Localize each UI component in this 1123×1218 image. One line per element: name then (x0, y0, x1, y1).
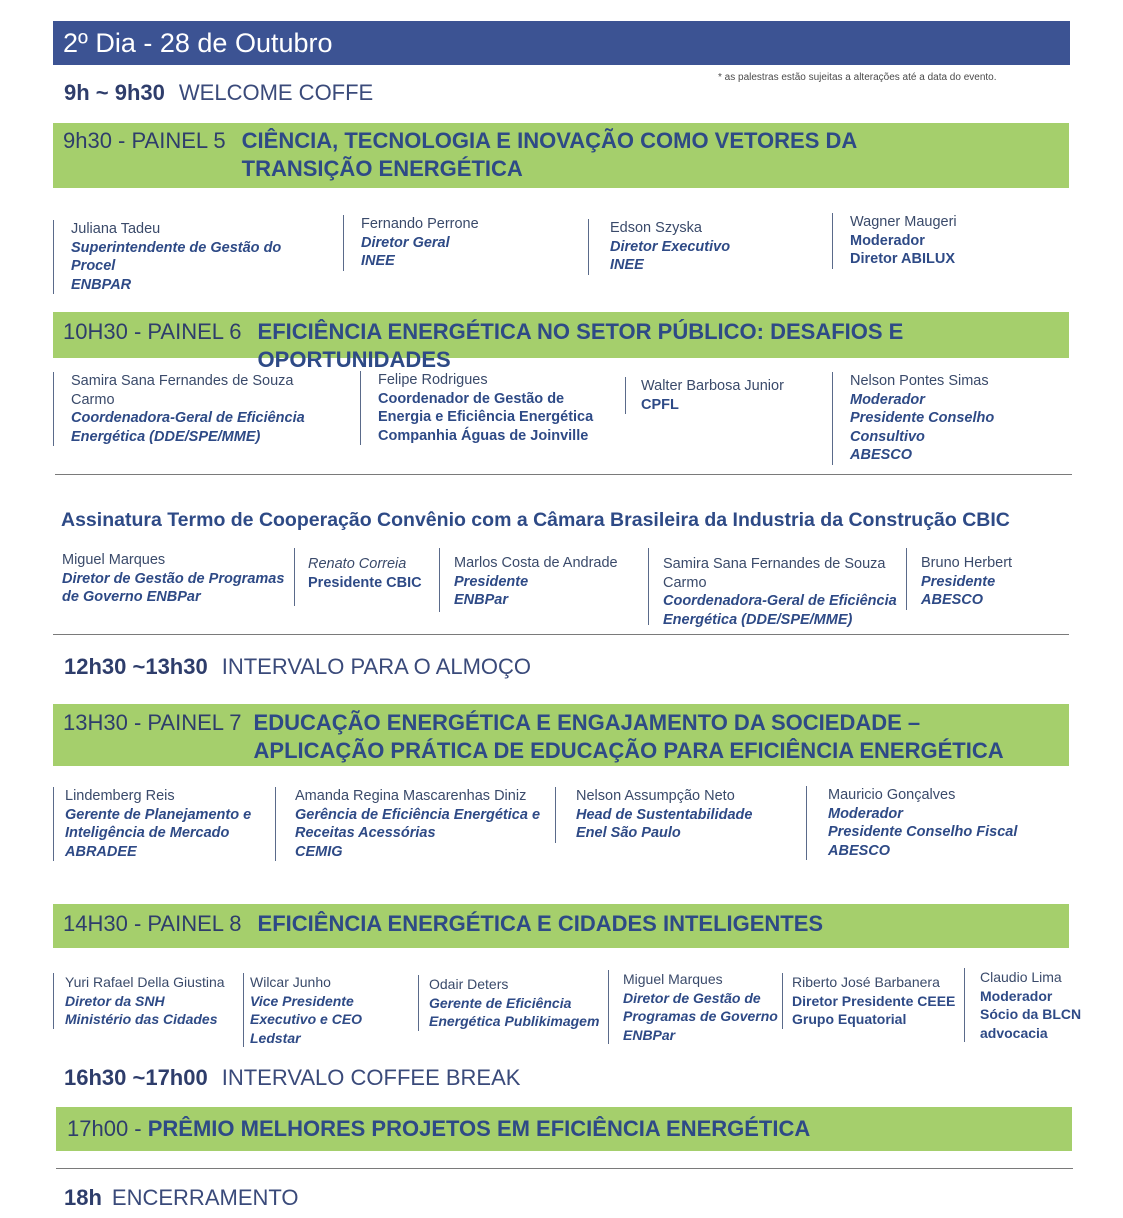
speaker-card (294, 548, 434, 606)
speaker-org: ENBPar (623, 1026, 676, 1043)
speaker-role: Moderador (828, 805, 903, 822)
almoco-row (64, 654, 531, 680)
speaker-name: Wilcar Junho (250, 974, 331, 990)
premio-label: 17h00 - (67, 1116, 148, 1141)
almoco-time: 12h30 ~13h30 (64, 654, 208, 679)
speaker-role: Presidente (454, 573, 529, 590)
speaker-role: Energética Publikimagem (429, 1013, 600, 1029)
speaker-name: Miguel Marques (623, 971, 723, 987)
premio-title: PRÊMIO MELHORES PROJETOS EM EFICIÊNCIA ENERGÉTICA (147, 1116, 811, 1141)
speaker-name: Carmo (71, 391, 115, 408)
speaker-name: Walter Barbosa Junior (641, 378, 784, 394)
welcome-row (64, 80, 373, 106)
coffee-row (64, 1065, 520, 1091)
encerramento-label: ENCERRAMENTO (111, 1185, 299, 1210)
painel-8-title: EFICIÊNCIA ENERGÉTICA E CIDADES INTELIGENTES (257, 911, 824, 936)
speaker-card (588, 219, 808, 275)
speaker-name: Fernando Perrone (361, 216, 479, 232)
divider (53, 634, 1069, 635)
speaker-org: INEE (361, 253, 395, 269)
painel-7-banner (53, 704, 1069, 766)
speaker-role: Gerência de Eficiência Energética e (295, 806, 541, 823)
speaker-card (439, 548, 639, 612)
coffee-label: INTERVALO COFFEE BREAK (221, 1065, 521, 1090)
speaker-name: Samira Sana Fernandes de Souza (71, 373, 294, 389)
speaker-role: Diretor Geral (361, 234, 450, 251)
speaker-org: advocacia (980, 1024, 1048, 1041)
speaker-role: Coordenadora-Geral de Eficiência (71, 410, 305, 426)
speaker-card (45, 551, 290, 607)
speaker-card (806, 786, 1076, 860)
speaker-role: de Governo ENBPar (62, 589, 201, 605)
speaker-card (418, 975, 603, 1031)
speaker-card (53, 372, 343, 446)
speaker-role: Moderador (850, 391, 925, 408)
speaker-card (964, 968, 1089, 1042)
speaker-role: Superintendente de Gestão do (71, 239, 282, 256)
painel-5-title: CIÊNCIA, TECNOLOGIA E INOVAÇÃO COMO VETORES DA TRANSIÇÃO ENERGÉTICA (241, 128, 857, 181)
speaker-name: Edson Szyska (610, 220, 702, 236)
speaker-org: CEMIG (295, 843, 343, 860)
speaker-role: Programas de Governo (623, 1008, 778, 1024)
speaker-role: Presidente Conselho Consultivo (850, 410, 995, 445)
welcome-time: 9h ~ 9h30 (64, 80, 165, 105)
day-title: 2º Dia - 28 de Outubro (63, 28, 333, 58)
speaker-role: Energia e Eficiência Energética (378, 409, 594, 425)
painel-6-label: 10H30 - PAINEL 6 (63, 319, 242, 344)
painel-7-label: 13H30 - PAINEL 7 (63, 710, 242, 735)
speaker-card (648, 548, 898, 628)
speaker-name: Claudio Lima (980, 969, 1062, 985)
speaker-name: Juliana Tadeu (71, 221, 161, 237)
speaker-card (782, 973, 962, 1029)
speaker-role: Vice Presidente (250, 992, 354, 1009)
speaker-org: Enel São Paulo (576, 825, 681, 841)
speaker-role: Coordenadora-Geral de Eficiência (663, 593, 897, 609)
premio-banner (56, 1107, 1072, 1151)
speaker-role: Moderador (980, 987, 1053, 1004)
speaker-role: Energética (DDE/SPE/MME) (663, 611, 853, 628)
speaker-org: Diretor ABILUX (850, 251, 955, 267)
speaker-card (832, 372, 1072, 465)
speaker-name: Felipe Rodrigues (378, 372, 488, 388)
speaker-role: Diretor Executivo (610, 238, 731, 255)
speaker-name: Renato Correia (308, 556, 407, 572)
speaker-name: Riberto José Barbanera (792, 974, 940, 990)
speaker-org: ABRADEE (65, 843, 137, 860)
speaker-org: Companhia Águas de Joinville (378, 427, 589, 444)
speaker-role: Head de Sustentabilidade (576, 806, 753, 823)
speaker-org: ABESCO (850, 447, 913, 463)
day-banner (53, 21, 1070, 65)
speaker-card (53, 220, 323, 294)
painel-5-banner (53, 123, 1069, 188)
divider (56, 1168, 1073, 1169)
speaker-card (53, 973, 243, 1029)
speaker-name: Lindemberg Reis (65, 788, 175, 804)
assinatura-title: Assinatura Termo de Cooperação Convênio com a Câmara Brasileira da Industria da Construção CBIC (61, 509, 1010, 531)
speaker-card (608, 970, 778, 1044)
encerramento-row (64, 1185, 299, 1211)
speaker-card (360, 371, 610, 445)
speaker-card (555, 787, 795, 843)
speaker-role: Presidente (921, 573, 996, 590)
speaker-role: Presidente Conselho Fiscal ABESCO (828, 824, 1018, 859)
speaker-role: Presidente CBIC (308, 574, 422, 591)
speaker-card (625, 377, 820, 414)
divider (55, 474, 1072, 475)
disclaimer-note: * as palestras estão sujeitas a alterações até a data do evento. (718, 72, 997, 83)
speaker-name: Nelson Assumpção Neto (576, 788, 735, 804)
coffee-time: 16h30 ~17h00 (64, 1065, 208, 1090)
speaker-name: Carmo (663, 574, 707, 591)
speaker-name: Samira Sana Fernandes de Souza (663, 556, 886, 572)
speaker-role: Executivo e CEO Ledstar (250, 1011, 363, 1046)
speaker-org: Grupo Equatorial (792, 1011, 907, 1027)
speaker-name: Wagner Maugeri (850, 214, 957, 230)
painel-7-title: EDUCAÇÃO ENERGÉTICA E ENGAJAMENTO DA SOCIEDADE – APLICAÇÃO PRÁTICA DE EDUCAÇÃO PARA EFICIÊNCIA ENERGÉTICA (253, 710, 1004, 763)
welcome-label: WELCOME COFFE (178, 80, 374, 105)
speaker-org: ABESCO (921, 592, 984, 608)
speaker-card (243, 973, 415, 1047)
speaker-role: Moderador (850, 232, 925, 249)
speaker-role: Procel (71, 258, 116, 274)
encerramento-time: 18h (64, 1185, 102, 1210)
speaker-name: Yuri Rafael Della Giustina (65, 974, 225, 990)
speaker-org: ENBPAR (71, 276, 132, 293)
speaker-role: Diretor da SNH (65, 992, 165, 1009)
speaker-name: Mauricio Gonçalves (828, 787, 956, 803)
painel-8-label: 14H30 - PAINEL 8 (63, 911, 242, 936)
speaker-card (906, 548, 1066, 610)
speaker-name: Nelson Pontes Simas (850, 373, 989, 389)
speaker-role: Diretor de Gestão de (623, 989, 761, 1006)
painel-6-title: EFICIÊNCIA ENERGÉTICA NO SETOR PÚBLICO: DESAFIOS E OPORTUNIDADES (257, 319, 904, 372)
speaker-name: Bruno Herbert (921, 555, 1013, 571)
speaker-role: Energética (DDE/SPE/MME) (71, 428, 261, 445)
speaker-role: Diretor de Gestão de Programas (62, 570, 285, 587)
speaker-role: Diretor Presidente CEEE (792, 992, 956, 1009)
speaker-role: Gerente de Planejamento e (65, 806, 252, 823)
speaker-card (343, 215, 573, 271)
speaker-name: Amanda Regina Mascarenhas Diniz (295, 788, 527, 804)
speaker-org: Ministério das Cidades (65, 1011, 218, 1027)
speaker-role: Coordenador de Gestão de (378, 390, 565, 407)
speaker-card (275, 787, 545, 861)
speaker-role: Sócio da BLCN (980, 1006, 1082, 1022)
painel-8-banner (53, 904, 1069, 948)
speaker-role: Receitas Acessórias (295, 825, 436, 841)
speaker-name: Odair Deters (429, 976, 509, 992)
speaker-org: ENBPar (454, 592, 508, 608)
speaker-org: INEE (610, 257, 644, 273)
speaker-name: Miguel Marques (62, 552, 166, 568)
speaker-card (53, 787, 278, 861)
almoco-label: INTERVALO PARA O ALMOÇO (221, 654, 532, 679)
speaker-role: Gerente de Eficiência (429, 994, 572, 1011)
speaker-org: CPFL (641, 396, 679, 413)
painel-6-banner (53, 312, 1069, 372)
speaker-role: Inteligência de Mercado (65, 825, 230, 841)
painel-5-label: 9h30 - PAINEL 5 (63, 128, 226, 153)
speaker-card (832, 213, 1062, 269)
speaker-name: Marlos Costa de Andrade (454, 555, 618, 571)
